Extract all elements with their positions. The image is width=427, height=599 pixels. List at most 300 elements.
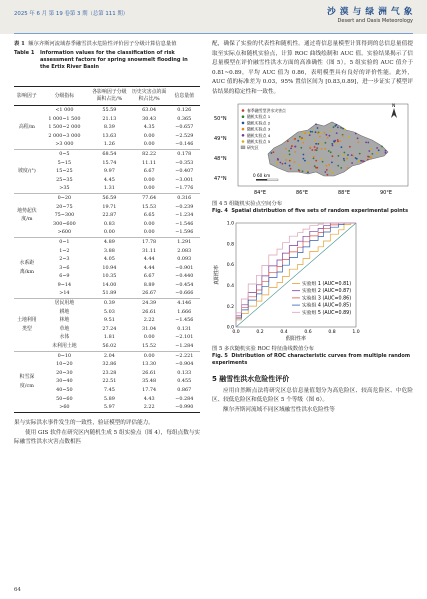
map-point: [311, 149, 313, 151]
map-point: [315, 131, 317, 133]
table-row: [14, 308, 200, 317]
table-row: [14, 333, 200, 342]
map-point: [347, 154, 349, 156]
map-point: [321, 157, 323, 159]
legend-label: 实验组 3 (AUC=0.86): [302, 295, 352, 301]
info-value-cell: −0.407: [175, 168, 194, 175]
page-number: 64: [14, 587, 21, 593]
area-share-cell: 55.59: [102, 107, 117, 113]
info-value-cell: 0.131: [177, 325, 192, 332]
area-share-cell: 9.97: [103, 168, 115, 175]
area-share-cell: 4.45: [103, 176, 115, 183]
map-point: [338, 155, 340, 157]
map-point: [321, 143, 323, 145]
area-share-cell: 13.63: [102, 132, 117, 139]
map-point: [337, 164, 339, 166]
info-value-cell: −0.239: [175, 203, 194, 210]
map-point: [332, 144, 334, 146]
area-share-cell: 2.04: [103, 352, 115, 359]
hazard-share-cell: 24.39: [142, 300, 157, 307]
info-value-cell: 2.083: [177, 247, 192, 254]
area-share-cell: 0.39: [103, 300, 115, 307]
map-point: [329, 134, 331, 136]
y-tick-label: 0.2: [226, 304, 234, 310]
class-cell: 6~9: [59, 273, 70, 280]
x-tick-label: 0.8: [328, 329, 336, 335]
table-row: [14, 403, 200, 412]
info-value-cell: −2.101: [175, 334, 194, 341]
table-header-row: [14, 87, 200, 106]
info-value-cell: −0.454: [175, 281, 194, 288]
map-point: [317, 132, 319, 134]
page-header: [0, 0, 427, 34]
table-body: [14, 106, 200, 413]
class-cell: >14: [59, 290, 70, 297]
map-point: [289, 153, 291, 155]
table-row: [14, 299, 200, 308]
map-point: [321, 148, 323, 150]
map-point: [297, 139, 299, 141]
map-point: [331, 143, 333, 145]
hazard-share-cell: 0.00: [143, 220, 155, 227]
map-point: [348, 136, 350, 138]
class-cell: >3 000: [55, 141, 74, 148]
class-cell: 1 500~2 000: [48, 124, 81, 131]
table-row: [14, 316, 200, 325]
hazard-share-cell: 82.22: [142, 150, 157, 157]
hazard-share-cell: 0.00: [143, 141, 155, 148]
table-row: [14, 237, 200, 246]
map-point: [334, 125, 336, 127]
factor-cell: 地势起伏度/m: [17, 207, 37, 223]
map-point: [337, 140, 339, 142]
legend-label: 研究区: [247, 144, 259, 150]
map-point: [273, 151, 275, 153]
map-point: [280, 161, 282, 163]
y-tick-label: 0.4: [226, 283, 234, 289]
map-point: [326, 169, 328, 171]
legend-marker: [242, 109, 245, 112]
info-value-cell: −0.901: [175, 264, 194, 271]
paragraph: 配，确保了实验的代表性和随机性。通过将信息量模型计算得到的总信息量值提取至实际点和随机实验点，计算 ROC 曲线绘制和 AUC 值。实验结果揭示了信息量模型在评价融雪性洪水方面的高准确性（图 5）。5 组实验的 AUC 值介于 0.81~0.89，平均 AUC 值为 0.86，表明模型具有良好的评价性能。此外，AUC 值的标准差为 0.03，95% 置信区间为 [0.83,0.89]，进一步证实了模型评估结果的稳定性和一致性。: [212, 41, 413, 95]
area-share-cell: 10.35: [102, 273, 117, 280]
map-point: [324, 131, 326, 133]
map-point: [344, 151, 346, 153]
area-share-cell: 32.86: [102, 361, 117, 368]
class-cell: 15~25: [56, 168, 73, 175]
table-label-zh: 表 1: [14, 41, 25, 47]
fig5-caption-en: [212, 353, 413, 367]
paragraph: 额尔齐斯河流域不同区域融雪性洪水危险性等: [223, 406, 335, 413]
map-point: [294, 145, 296, 147]
map-point: [317, 143, 319, 145]
map-point: [276, 162, 278, 164]
class-cell: >60: [59, 404, 70, 411]
info-value-cell: −0.284: [175, 395, 194, 402]
factor-cell: 积雪深度/cm: [19, 374, 35, 389]
y-tick-label: 0.8: [226, 241, 234, 247]
legend-marker: [242, 121, 245, 124]
y-tick-label: 1.0: [226, 221, 234, 227]
map-point: [358, 160, 360, 162]
table-row: [14, 386, 200, 395]
table-row: [14, 193, 200, 202]
table-row: [14, 377, 200, 386]
info-value-cell: −0.146: [175, 141, 194, 148]
factor-cell: 水系距离/km: [19, 260, 35, 275]
map-point: [282, 162, 284, 164]
info-value-cell: 0.867: [177, 387, 192, 393]
fig5-roc-chart: [212, 219, 413, 343]
table-row: [14, 176, 200, 185]
map-point: [367, 158, 369, 160]
table-caption-en: [14, 50, 200, 71]
class-cell: 0~5: [59, 150, 70, 157]
x-tick-label: 0.2: [256, 329, 264, 335]
map-point: [306, 170, 308, 172]
map-point: [319, 141, 321, 143]
factor-cell: 高程/m: [18, 124, 35, 131]
fig4-caption-en: [212, 208, 413, 215]
map-point: [370, 157, 372, 159]
table-label-en: Table 1: [14, 49, 35, 56]
map-point: [331, 161, 333, 163]
map-point: [340, 126, 342, 128]
fig5-caption-zh: 图 5 多次随机实验 ROC 特征曲线数值分布: [212, 345, 314, 352]
map-point: [343, 157, 345, 159]
lon-label: 88°E: [338, 189, 351, 196]
map-point: [330, 151, 332, 153]
map-point: [346, 157, 348, 159]
legend-marker: [242, 140, 245, 143]
map-point: [314, 165, 316, 167]
map-point: [327, 173, 329, 175]
class-cell: 3~6: [59, 264, 70, 271]
legend-label: 实验组 5 (AUC=0.89): [302, 310, 352, 316]
map-point: [361, 160, 363, 162]
map-point: [335, 142, 337, 144]
hazard-share-cell: 0.00: [143, 352, 155, 359]
hazard-share-cell: 0.00: [143, 334, 155, 341]
map-point: [385, 151, 387, 153]
paragraph: 使用 GIS 软件在研究区内随机生成 5 组实验点（图 4），每组点数与实际融雪性洪水灾害点数相匹: [14, 429, 200, 446]
y-tick-label: 0.0: [226, 325, 234, 331]
area-share-cell: 9.51: [103, 317, 115, 324]
info-value-cell: 0.316: [177, 194, 192, 201]
legend-label: 随机实验点 5: [247, 138, 271, 144]
map-point: [299, 135, 301, 137]
area-share-cell: 5.89: [103, 395, 115, 402]
hazard-share-cell: 6.65: [143, 212, 155, 219]
map-point: [385, 149, 387, 151]
map-point: [294, 138, 296, 140]
lat-label: 50°N: [214, 115, 227, 122]
class-cell: 5~15: [57, 159, 72, 166]
hazard-share-cell: 4.35: [143, 124, 155, 131]
class-cell: 20~75: [56, 203, 73, 210]
hazard-share-cell: 0.00: [143, 185, 155, 192]
table-row: [14, 220, 200, 229]
map-point: [300, 146, 302, 148]
hazard-share-cell: 2.22: [143, 404, 155, 411]
map-point: [332, 155, 334, 157]
info-value-cell: −0.990: [175, 404, 194, 411]
roc-y-ticks: [227, 220, 234, 330]
map-point: [319, 132, 321, 134]
class-cell: 耕地: [59, 308, 70, 315]
right-body-text-top: [212, 40, 413, 98]
right-column: [212, 40, 413, 415]
map-point: [339, 140, 341, 142]
map-point: [315, 159, 317, 161]
map-point: [291, 145, 293, 147]
lat-label: 47°N: [214, 175, 227, 182]
issue-line: 2025 年 6 月 第 19 卷第 3 期（总第 111 期）: [14, 11, 129, 17]
map-point: [284, 162, 286, 164]
map-point: [304, 132, 306, 134]
class-cell: <1 000: [55, 107, 74, 113]
map-point: [303, 153, 305, 155]
class-cell: 50~60: [56, 395, 73, 402]
map-point: [314, 146, 316, 148]
map-point: [317, 127, 319, 129]
map-point: [315, 142, 317, 144]
table-row: [14, 140, 200, 149]
map-point: [290, 158, 292, 160]
map-point: [322, 160, 324, 162]
area-share-cell: 56.02: [102, 343, 117, 350]
paragraph: 应用自然断点法将研究区总信息量值划分为高危险区、较高危险区、中危险区、较低危险区和低危险区 5 个等级（图 6）。: [212, 387, 413, 404]
area-share-cell: 21.13: [102, 115, 117, 122]
map-point: [349, 145, 351, 147]
info-value-cell: −3.001: [175, 176, 194, 183]
area-share-cell: 23.28: [102, 369, 117, 376]
hazard-share-cell: 4.44: [143, 256, 155, 263]
area-share-cell: 8.39: [103, 124, 115, 131]
right-body-text-bottom: [212, 387, 413, 416]
class-cell: 10~20: [56, 361, 73, 368]
class-cell: 300~600: [53, 220, 76, 227]
table-row: [14, 255, 200, 264]
map-point: [351, 162, 353, 164]
class-cell: 1 000~1 500: [48, 115, 81, 122]
map-point: [316, 147, 318, 149]
map-point: [378, 149, 380, 151]
class-cell: 居民用地: [54, 300, 75, 307]
map-point: [343, 159, 345, 161]
area-share-cell: 51.89: [102, 290, 117, 297]
table-row: [14, 132, 200, 141]
table-row: [14, 351, 200, 360]
map-point: [304, 159, 306, 161]
info-value-cell: −0.657: [175, 124, 194, 131]
map-point: [283, 155, 285, 157]
area-share-cell: 27.24: [102, 325, 117, 332]
hazard-share-cell: 26.67: [142, 290, 157, 297]
table-row: [14, 325, 200, 334]
map-point: [355, 132, 357, 134]
map-point: [326, 164, 328, 166]
information-value-table: [14, 86, 200, 413]
header-rule: [14, 33, 413, 34]
lon-label: 84°E: [254, 189, 267, 196]
left-column: [14, 40, 200, 446]
class-cell: 草地: [59, 325, 70, 332]
map-point: [357, 137, 359, 139]
info-value-cell: −1.456: [175, 317, 194, 324]
map-point: [351, 154, 353, 156]
legend-label: 随机实验点 3: [247, 126, 271, 132]
map-point: [285, 147, 287, 149]
map-point: [376, 147, 378, 149]
table-row: [14, 247, 200, 256]
info-value-cell: −1.776: [175, 185, 194, 192]
header-factor: 影响因子: [17, 92, 37, 99]
class-cell: 25~35: [56, 176, 73, 183]
map-point: [367, 155, 369, 157]
x-tick-label: 1.0: [352, 329, 360, 335]
lon-label: 86°E: [296, 189, 309, 196]
paragraph: 果与实际洪水事件发生的一致性，验证模型的评估能力。: [14, 420, 154, 426]
info-value-cell: −0.440: [175, 273, 194, 280]
class-cell: >35: [59, 185, 70, 192]
info-value-cell: 0.455: [177, 378, 192, 385]
factor-cell: 土地利用类型: [17, 317, 37, 332]
map-point: [344, 128, 346, 130]
factor-cell: 坡度/(°): [18, 168, 36, 175]
map-point: [381, 145, 383, 147]
map-point: [326, 133, 328, 135]
legend-label: 随机实验点 4: [247, 132, 271, 138]
map-point: [313, 155, 315, 157]
map-point: [377, 152, 379, 154]
table-caption-zh: [14, 40, 200, 49]
map-point: [294, 161, 296, 163]
svg-text:N: N: [392, 103, 396, 109]
map-point: [340, 167, 342, 169]
hazard-share-cell: 0.00: [143, 176, 155, 183]
area-share-cell: 22.51: [102, 378, 117, 385]
class-cell: 水体: [59, 334, 70, 341]
map-point: [325, 171, 327, 173]
map-point: [302, 141, 304, 143]
map-point: [357, 141, 359, 143]
fig4-label-en: Fig. 4: [212, 207, 228, 214]
lon-label: 90°E: [380, 189, 393, 196]
area-share-cell: 56.59: [102, 194, 117, 201]
table-row: [14, 289, 200, 298]
map-point: [310, 130, 312, 132]
map-point: [285, 159, 287, 161]
map-point: [324, 147, 326, 149]
map-point: [313, 157, 315, 159]
legend-label: 实验组 4 (AUC=0.85): [302, 303, 352, 309]
table-row: [14, 203, 200, 212]
area-share-cell: 68.54: [102, 150, 117, 157]
hazard-share-cell: 26.61: [142, 308, 157, 315]
hazard-share-cell: 2.22: [143, 317, 155, 324]
hazard-share-cell: 15.53: [142, 203, 157, 210]
map-point: [343, 154, 345, 156]
area-share-cell: 15.74: [102, 159, 117, 166]
map-point: [325, 141, 327, 143]
info-value-cell: 1.666: [177, 308, 192, 315]
legend-swatch: [241, 145, 245, 148]
hazard-share-cell: 8.89: [143, 281, 155, 288]
map-point: [301, 137, 303, 139]
area-share-cell: 5.03: [103, 308, 115, 315]
fig4-caption-zh: 图 4 5 组随机实验点空间分布: [212, 200, 283, 207]
area-share-cell: 0.83: [103, 220, 115, 227]
info-value-cell: 0.133: [177, 369, 192, 376]
info-value-cell: 0.093: [177, 256, 192, 263]
header-info-value: 信息量值: [174, 92, 195, 99]
area-share-cell: 1.31: [103, 185, 115, 192]
table-row: [14, 167, 200, 176]
hazard-share-cell: 17.74: [142, 387, 157, 393]
map-point: [359, 152, 361, 154]
map-point: [367, 141, 369, 143]
map-point: [342, 134, 344, 136]
info-value-cell: 1.291: [177, 238, 192, 245]
class-cell: 2 000~3 000: [48, 132, 81, 139]
table-row: [14, 360, 200, 369]
map-point: [289, 164, 291, 166]
table-row: [14, 149, 200, 158]
area-share-cell: 0.00: [103, 229, 115, 236]
class-cell: 30~40: [56, 378, 73, 385]
area-share-cell: 3.88: [103, 247, 115, 254]
map-point: [316, 166, 318, 168]
map-point: [341, 146, 343, 148]
map-point: [309, 134, 311, 136]
area-share-cell: 22.87: [102, 212, 117, 219]
table-row: [14, 115, 200, 124]
table-row: [14, 159, 200, 168]
map-point: [315, 123, 317, 125]
map-point: [308, 132, 310, 134]
map-point: [299, 170, 301, 172]
info-value-cell: −0.666: [175, 290, 194, 297]
info-value-cell: −1.234: [175, 212, 194, 219]
area-share-cell: 7.45: [103, 387, 115, 393]
map-point: [277, 158, 279, 160]
class-cell: 2~3: [59, 256, 70, 263]
map-point: [311, 130, 313, 132]
hazard-share-cell: 13.30: [142, 361, 157, 368]
map-point: [336, 132, 338, 134]
map-point: [287, 140, 289, 142]
table-row: [14, 369, 200, 378]
hazard-share-cell: 26.61: [142, 369, 157, 376]
legend-label: 随机实验点 1: [247, 113, 271, 119]
info-value-cell: 0.365: [177, 115, 192, 122]
area-share-cell: 4.05: [103, 256, 115, 263]
hazard-share-cell: 77.64: [142, 194, 157, 201]
hazard-share-cell: 6.67: [143, 273, 155, 280]
table-title-en: Information values for the classification of risk assessment factors for spring snowmelt flooding in the Ertix River Basin: [40, 49, 188, 70]
table-title-zh: 额尔齐斯河流域春季融雪洪水危险性评价因子分级计算信息量值: [28, 41, 177, 47]
info-value-cell: 0.126: [177, 107, 192, 113]
info-value-cell: −2.221: [175, 352, 194, 359]
legend-label: 春季融雪型洪水灾害点: [247, 107, 286, 113]
table-row: [14, 123, 200, 132]
fig5-label-en: Fig. 5: [212, 352, 228, 359]
legend-label: 实验组 2 (AUC=0.87): [302, 288, 352, 294]
area-share-cell: 19.71: [102, 203, 117, 210]
legend-marker: [242, 134, 245, 137]
lon-labels: [254, 190, 392, 196]
